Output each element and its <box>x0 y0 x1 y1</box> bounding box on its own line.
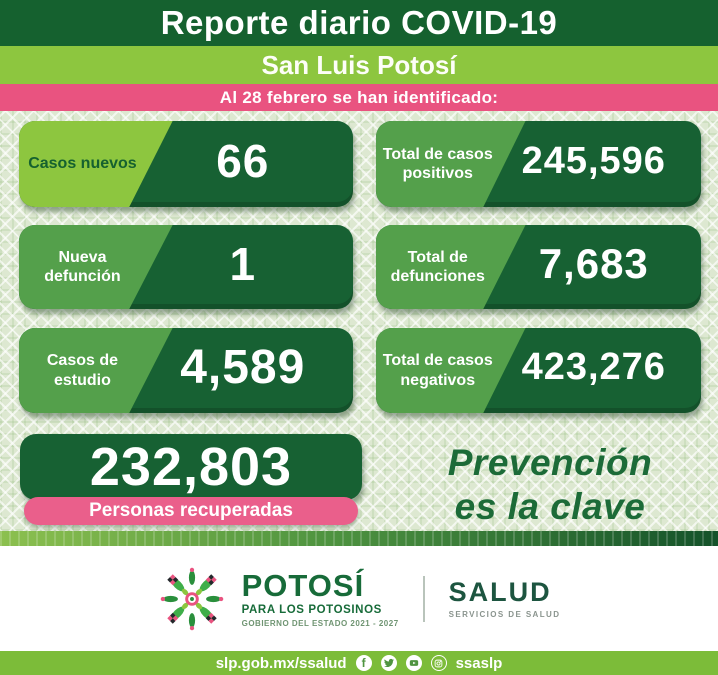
stat-card-label: Casos nuevos <box>28 155 137 173</box>
stat-card-label: Nueva defunción <box>44 248 121 285</box>
instagram-icon[interactable] <box>431 655 447 671</box>
stat-card-value: 245,596 <box>521 139 666 182</box>
page-title: Reporte diario COVID-19 <box>160 4 558 41</box>
social-handle[interactable]: ssaslp <box>455 654 503 672</box>
stat-card-total-negativos <box>376 328 701 413</box>
stat-card-value: 66 <box>216 135 270 187</box>
stat-card-total-defunciones <box>376 225 701 309</box>
youtube-icon[interactable] <box>406 655 422 671</box>
recovered-label: Personas recuperadas <box>89 500 293 521</box>
stat-card-label: Casos de estudio <box>46 352 119 389</box>
salud-title: SALUD <box>448 576 552 607</box>
stat-card-value: 1 <box>229 238 257 290</box>
bottom-bar <box>0 651 718 675</box>
potosi-tagline: GOBIERNO DEL ESTADO 2021 - 2027 <box>241 618 399 628</box>
recovered-value: 232,803 <box>89 437 293 497</box>
potosi-title: POTOSÍ <box>241 567 365 603</box>
salud-wordmark <box>448 576 561 619</box>
stat-card-label: Total de casos negativos <box>382 352 493 389</box>
stat-card-label: Total de casos positivos <box>382 145 493 182</box>
recovered-card <box>20 434 362 500</box>
website-link[interactable]: slp.gob.mx/ssalud <box>215 654 347 672</box>
slogan-line-1: Prevención <box>447 442 653 483</box>
slogan-text <box>395 441 705 528</box>
slogan-line-2: es la clave <box>454 485 646 527</box>
logos-divider <box>423 576 425 622</box>
stat-card-total-positivos <box>376 121 701 207</box>
potosi-mandala-logo <box>158 565 226 633</box>
twitter-icon[interactable] <box>381 655 397 671</box>
stat-card-casos-nuevos <box>19 121 353 207</box>
date-banner <box>0 84 718 111</box>
salud-subtitle: SERVICIOS DE SALUD <box>448 609 561 619</box>
stats-area <box>0 111 718 531</box>
potosi-subtitle: PARA LOS POTOSINOS <box>241 603 382 616</box>
separator-band <box>0 531 718 546</box>
stat-card-nueva-defuncion <box>19 225 353 309</box>
state-subtitle: San Luis Potosí <box>261 49 457 80</box>
date-banner-text: Al 28 febrero se han identificado: <box>219 87 499 107</box>
stat-card-casos-estudio <box>19 328 353 413</box>
stat-card-value: 4,589 <box>180 341 306 394</box>
potosi-wordmark <box>241 567 399 628</box>
stat-card-value: 423,276 <box>521 346 666 388</box>
footer-logos <box>0 546 718 651</box>
stat-card-label: Total de defunciones <box>390 248 485 285</box>
stat-card-value: 7,683 <box>538 240 649 287</box>
state-bar <box>0 46 718 84</box>
header-bar <box>0 0 718 46</box>
recovered-label-banner <box>24 497 358 525</box>
facebook-icon[interactable]: f <box>356 655 372 671</box>
